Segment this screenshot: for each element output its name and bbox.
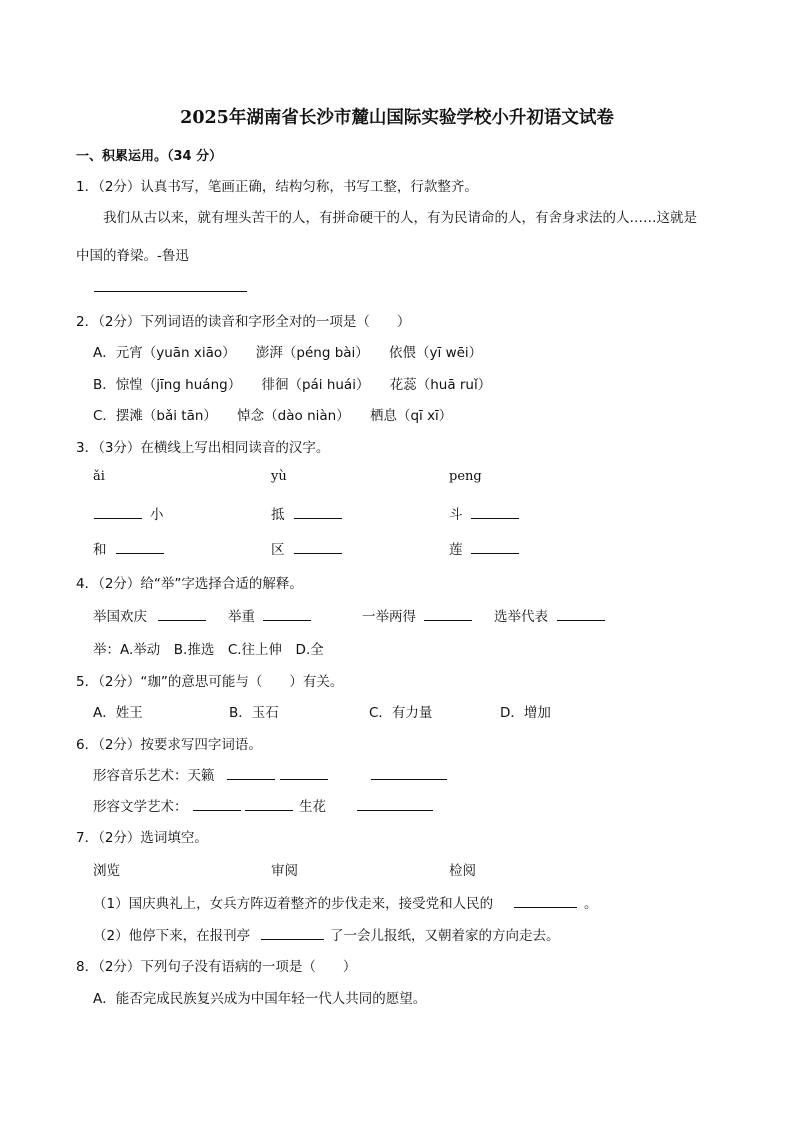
character-hint: 小 bbox=[150, 507, 164, 523]
answer-blank[interactable] bbox=[371, 779, 447, 780]
question-2-option-a[interactable]: A．元宵（yuān xiāo） 澎湃（péng bài） 依偎（yī wēi） bbox=[93, 345, 483, 361]
character-hint: 莲 bbox=[449, 542, 463, 558]
question-1-stem: 1．（2分）认真书写，笔画正确，结构匀称，书写工整，行款整齐。 bbox=[76, 179, 478, 195]
sentence-1-end: 。 bbox=[584, 896, 598, 912]
question-2-option-c[interactable]: C．摆滩（bǎi tān） 悼念（dào niàn） 栖息（qī xī） bbox=[93, 408, 453, 424]
answer-blank[interactable] bbox=[261, 939, 324, 940]
answer-blank[interactable] bbox=[245, 810, 293, 811]
answer-blank[interactable] bbox=[263, 620, 311, 621]
character-hint: 斗 bbox=[449, 507, 463, 523]
question-2-option-b[interactable]: B．惊惶（jīng huáng） 徘徊（pái huái） 花蕊（huā ruǐ） bbox=[93, 377, 492, 393]
answer-blank[interactable] bbox=[514, 907, 577, 908]
word-choice: 浏览 bbox=[93, 863, 120, 879]
answer-blank[interactable] bbox=[280, 779, 328, 780]
answer-blank[interactable] bbox=[424, 620, 472, 621]
question-5-option-d[interactable]: D．增加 bbox=[500, 705, 551, 721]
answer-blank[interactable] bbox=[94, 518, 142, 519]
answer-blank[interactable] bbox=[471, 553, 519, 554]
music-art-label: 形容音乐艺术：天籁 bbox=[93, 768, 215, 784]
answer-blank[interactable] bbox=[193, 810, 241, 811]
question-8-stem: 8．（2分）下列句子没有语病的一项是（ ） bbox=[76, 959, 357, 975]
pinyin-label: ǎi bbox=[93, 469, 105, 484]
answer-blank[interactable] bbox=[471, 518, 519, 519]
question-1-passage-line2: 中国的脊梁。-鲁迅 bbox=[76, 248, 189, 264]
question-5-option-c[interactable]: C．有力量 bbox=[369, 705, 433, 721]
answer-blank[interactable] bbox=[557, 620, 605, 621]
question-5-option-a[interactable]: A．姓王 bbox=[93, 705, 143, 721]
sentence-2: （2）他停下来，在报刊亭 bbox=[93, 928, 251, 944]
pinyin-label: yù bbox=[271, 469, 287, 484]
idiom-item: 一举两得 bbox=[362, 609, 416, 625]
word-choice: 检阅 bbox=[449, 863, 476, 879]
paper-title: 2025年湖南省长沙市麓山国际实验学校小升初语文试卷 bbox=[180, 108, 614, 128]
answer-blank[interactable] bbox=[158, 620, 206, 621]
question-7-stem: 7．（2分）选词填空。 bbox=[76, 830, 208, 846]
question-1-passage-line1: 我们从古以来，就有埋头苦干的人，有拼命硬干的人，有为民请命的人，有舍身求法的人……这就是 bbox=[103, 210, 697, 226]
word-choice: 审阅 bbox=[271, 863, 298, 879]
section-heading: 一、积累运用。（34 分） bbox=[76, 149, 223, 164]
answer-blank[interactable] bbox=[116, 553, 164, 554]
sentence-2-end: 了一会儿报纸，又朝着家的方向走去。 bbox=[330, 928, 560, 944]
sentence-1: （1）国庆典礼上，女兵方阵迈着整齐的步伐走来，接受党和人民的 bbox=[93, 896, 494, 912]
question-6-stem: 6．（2分）按要求写四字词语。 bbox=[76, 737, 262, 753]
question-2-stem: 2．（2分）下列词语的读音和字形全对的一项是（ ） bbox=[76, 314, 411, 330]
idiom-item: 选举代表 bbox=[494, 609, 548, 625]
idiom-item: 举重 bbox=[228, 609, 255, 625]
question-8-option-a[interactable]: A．能否完成民族复兴成为中国年轻一代人共同的愿望。 bbox=[93, 991, 427, 1007]
question-4-stem: 4．（2分）给“举”字选择合适的解释。 bbox=[76, 576, 303, 592]
character-hint: 区 bbox=[271, 542, 285, 558]
answer-blank[interactable] bbox=[294, 518, 342, 519]
writing-answer-line[interactable] bbox=[94, 291, 247, 292]
answer-blank[interactable] bbox=[227, 779, 275, 780]
answer-blank[interactable] bbox=[294, 553, 342, 554]
question-3-stem: 3．（3分）在横线上写出相同读音的汉字。 bbox=[76, 440, 330, 456]
literature-hint: 生花 bbox=[299, 799, 326, 815]
question-5-stem: 5．（2分）“珈”的意思可能与（ ）有关。 bbox=[76, 674, 344, 690]
idiom-item: 举国欢庆 bbox=[93, 609, 147, 625]
meanings-list: 举：A.举动 B.推选 C.往上伸 D.全 bbox=[93, 642, 324, 658]
pinyin-label: peng bbox=[449, 469, 482, 484]
character-hint: 和 bbox=[93, 542, 107, 558]
character-hint: 抵 bbox=[271, 507, 285, 523]
question-5-option-b[interactable]: B．玉石 bbox=[229, 705, 279, 721]
literature-art-label: 形容文学艺术： bbox=[93, 799, 188, 815]
answer-blank[interactable] bbox=[357, 810, 433, 811]
